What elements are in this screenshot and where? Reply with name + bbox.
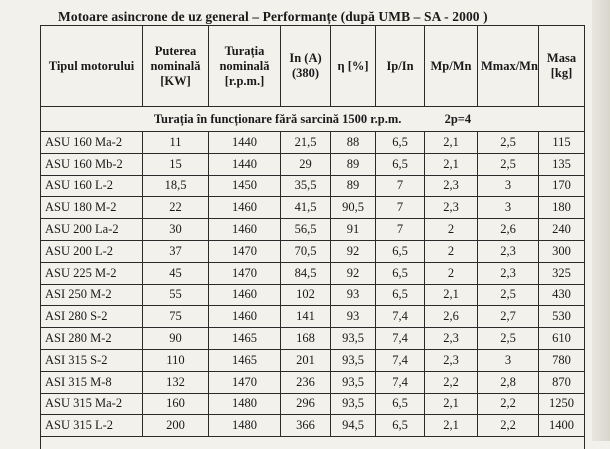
header-row: [41, 26, 585, 107]
cell-mp-mn: 2,1: [425, 132, 478, 154]
cell-mass: 870: [539, 371, 585, 393]
header-current: In (A) (380): [281, 26, 331, 107]
cell-mmax-mn: 3: [478, 175, 539, 197]
cell-mass: 1250: [539, 393, 585, 415]
header-ip-in: Ip/In: [376, 26, 425, 107]
cell-ip-in: 6,5: [376, 415, 425, 437]
cell-ip-in: 7: [376, 197, 425, 219]
cell-mass: 135: [539, 153, 585, 175]
cell-mmax-mn: 2,7: [478, 306, 539, 328]
cell-current: 84,5: [281, 262, 331, 284]
cell-ip-in: 7: [376, 175, 425, 197]
cell-rated-speed: 1480: [209, 415, 281, 437]
cell-motor-type: ASI 280 S-2: [41, 306, 143, 328]
section-row: [41, 107, 585, 132]
table-row: [41, 219, 585, 241]
cell-motor-type: ASU 200 L-2: [41, 240, 143, 262]
cell-mass: 1400: [539, 415, 585, 437]
cell-current: 236: [281, 371, 331, 393]
cell-efficiency: 94,5: [331, 415, 376, 437]
cell-current: 102: [281, 284, 331, 306]
cell-rated-speed: 1465: [209, 349, 281, 371]
cell-mp-mn: 2,6: [425, 306, 478, 328]
table-row: [41, 197, 585, 219]
cell-mmax-mn: 2,5: [478, 153, 539, 175]
cell-efficiency: 88: [331, 132, 376, 154]
cell-mp-mn: 2: [425, 219, 478, 241]
cell-mp-mn: 2: [425, 240, 478, 262]
cell-mp-mn: 2,3: [425, 349, 478, 371]
cell-ip-in: 6,5: [376, 153, 425, 175]
cell-mmax-mn: 3: [478, 349, 539, 371]
cell-rated-speed: 1460: [209, 284, 281, 306]
cell-motor-type: ASI 315 M-8: [41, 371, 143, 393]
cell-efficiency: 93,5: [331, 393, 376, 415]
cell-ip-in: 7: [376, 219, 425, 241]
table-row: [41, 393, 585, 415]
cell-current: 168: [281, 328, 331, 350]
table-row: [41, 132, 585, 154]
cell-efficiency: 93: [331, 306, 376, 328]
cell-rated-power: 75: [143, 306, 209, 328]
cell-rated-speed: 1465: [209, 328, 281, 350]
cell-ip-in: 6,5: [376, 393, 425, 415]
header-mass: Masa [kg]: [539, 26, 585, 107]
cell-efficiency: 93,5: [331, 328, 376, 350]
cell-motor-type: ASU 180 M-2: [41, 197, 143, 219]
cell-mmax-mn: 2,5: [478, 132, 539, 154]
cell-ip-in: 6,5: [376, 262, 425, 284]
cell-motor-type: ASU 160 Mb-2: [41, 153, 143, 175]
cell-mp-mn: 2,1: [425, 393, 478, 415]
cell-motor-type: ASU 315 Ma-2: [41, 393, 143, 415]
cell-current: 21,5: [281, 132, 331, 154]
cell-efficiency: 93: [331, 284, 376, 306]
cell-mp-mn: 2,2: [425, 371, 478, 393]
cell-rated-power: 37: [143, 240, 209, 262]
cell-ip-in: 7,4: [376, 371, 425, 393]
cell-current: 366: [281, 415, 331, 437]
cell-rated-speed: 1480: [209, 393, 281, 415]
header-rated-speed: Turația nominală [r.p.m.]: [209, 26, 281, 107]
page-edge: [592, 0, 610, 441]
cell-mmax-mn: 2,8: [478, 371, 539, 393]
cell-mass: 530: [539, 306, 585, 328]
table-row: [41, 262, 585, 284]
cell-rated-speed: 1470: [209, 371, 281, 393]
cell-rated-power: 200: [143, 415, 209, 437]
table-caption: Motoare asincrone de uz general – Performanțe (după UMB – SA - 2000 ): [58, 9, 488, 24]
header-mmax-mn: Mmax/Mn: [478, 26, 539, 107]
cell-mass: 240: [539, 219, 585, 241]
section-poles: 2p=4: [444, 111, 472, 126]
table-row: [41, 240, 585, 262]
cell-rated-power: 11: [143, 132, 209, 154]
table-row-blank: [41, 437, 585, 449]
cell-efficiency: 92: [331, 262, 376, 284]
cell-efficiency: 91: [331, 219, 376, 241]
cell-rated-power: 55: [143, 284, 209, 306]
cell-current: 41,5: [281, 197, 331, 219]
cell-mass: 610: [539, 328, 585, 350]
cell-motor-type: ASI 280 M-2: [41, 328, 143, 350]
cell-mmax-mn: 2,3: [478, 240, 539, 262]
cell-mmax-mn: 2,6: [478, 219, 539, 241]
cell-rated-speed: 1440: [209, 153, 281, 175]
cell-motor-type: ASI 315 S-2: [41, 349, 143, 371]
cell-mmax-mn: 2,2: [478, 393, 539, 415]
cell-rated-power: 132: [143, 371, 209, 393]
cell-mp-mn: 2,1: [425, 153, 478, 175]
table-row: [41, 415, 585, 437]
cell-rated-power: 15: [143, 153, 209, 175]
cell-current: 29: [281, 153, 331, 175]
header-motor-type: Tipul motorului: [41, 26, 143, 107]
cell-mass: 300: [539, 240, 585, 262]
section-label: Turația în funcționare fără sarcină 1500 r.p.m.: [153, 111, 402, 126]
cell-ip-in: 7,4: [376, 349, 425, 371]
table-row: [41, 328, 585, 350]
cell-ip-in: 6,5: [376, 284, 425, 306]
cell-rated-speed: 1460: [209, 306, 281, 328]
cell-current: 296: [281, 393, 331, 415]
cell-ip-in: 6,5: [376, 240, 425, 262]
section-heading: [41, 107, 585, 132]
cell-mmax-mn: 3: [478, 197, 539, 219]
cell-rated-speed: 1460: [209, 219, 281, 241]
cell-rated-power: 45: [143, 262, 209, 284]
cell-rated-speed: 1460: [209, 197, 281, 219]
header-rated-power: Puterea nominală [KW]: [143, 26, 209, 107]
cell-motor-type: ASU 160 L-2: [41, 175, 143, 197]
cell-efficiency: 89: [331, 153, 376, 175]
table-row: [41, 306, 585, 328]
cell-motor-type: ASU 200 La-2: [41, 219, 143, 241]
cell-efficiency: 92: [331, 240, 376, 262]
cell-motor-type: ASU 225 M-2: [41, 262, 143, 284]
cell-efficiency: 90,5: [331, 197, 376, 219]
blank-cell: [41, 437, 585, 449]
cell-mmax-mn: 2,5: [478, 328, 539, 350]
cell-mmax-mn: 2,5: [478, 284, 539, 306]
cell-mmax-mn: 2,3: [478, 262, 539, 284]
cell-rated-power: 110: [143, 349, 209, 371]
cell-mass: 170: [539, 175, 585, 197]
motor-performance-table: [40, 25, 585, 449]
cell-rated-speed: 1470: [209, 240, 281, 262]
cell-current: 35,5: [281, 175, 331, 197]
cell-current: 141: [281, 306, 331, 328]
cell-motor-type: ASU 315 L-2: [41, 415, 143, 437]
cell-mass: 325: [539, 262, 585, 284]
cell-rated-speed: 1450: [209, 175, 281, 197]
header-efficiency: η [%]: [331, 26, 376, 107]
cell-mp-mn: 2,3: [425, 175, 478, 197]
cell-efficiency: 93,5: [331, 349, 376, 371]
cell-mass: 115: [539, 132, 585, 154]
cell-current: 201: [281, 349, 331, 371]
header-mp-mn: Mp/Mn: [425, 26, 478, 107]
cell-mp-mn: 2,3: [425, 197, 478, 219]
cell-mass: 780: [539, 349, 585, 371]
cell-motor-type: ASI 250 M-2: [41, 284, 143, 306]
cell-mp-mn: 2,3: [425, 328, 478, 350]
table-row: [41, 175, 585, 197]
cell-mass: 180: [539, 197, 585, 219]
cell-rated-speed: 1440: [209, 132, 281, 154]
table-row: [41, 349, 585, 371]
cell-mp-mn: 2,1: [425, 415, 478, 437]
cell-ip-in: 7,4: [376, 328, 425, 350]
cell-mass: 430: [539, 284, 585, 306]
table-row: [41, 371, 585, 393]
cell-mp-mn: 2: [425, 262, 478, 284]
cell-rated-speed: 1470: [209, 262, 281, 284]
cell-efficiency: 89: [331, 175, 376, 197]
cell-rated-power: 22: [143, 197, 209, 219]
cell-rated-power: 30: [143, 219, 209, 241]
cell-current: 70,5: [281, 240, 331, 262]
cell-current: 56,5: [281, 219, 331, 241]
cell-mp-mn: 2,1: [425, 284, 478, 306]
cell-rated-power: 90: [143, 328, 209, 350]
cell-efficiency: 93,5: [331, 371, 376, 393]
cell-rated-power: 18,5: [143, 175, 209, 197]
cell-ip-in: 6,5: [376, 132, 425, 154]
table-row: [41, 284, 585, 306]
table-row: [41, 153, 585, 175]
cell-mmax-mn: 2,2: [478, 415, 539, 437]
cell-motor-type: ASU 160 Ma-2: [41, 132, 143, 154]
cell-ip-in: 7,4: [376, 306, 425, 328]
cell-rated-power: 160: [143, 393, 209, 415]
